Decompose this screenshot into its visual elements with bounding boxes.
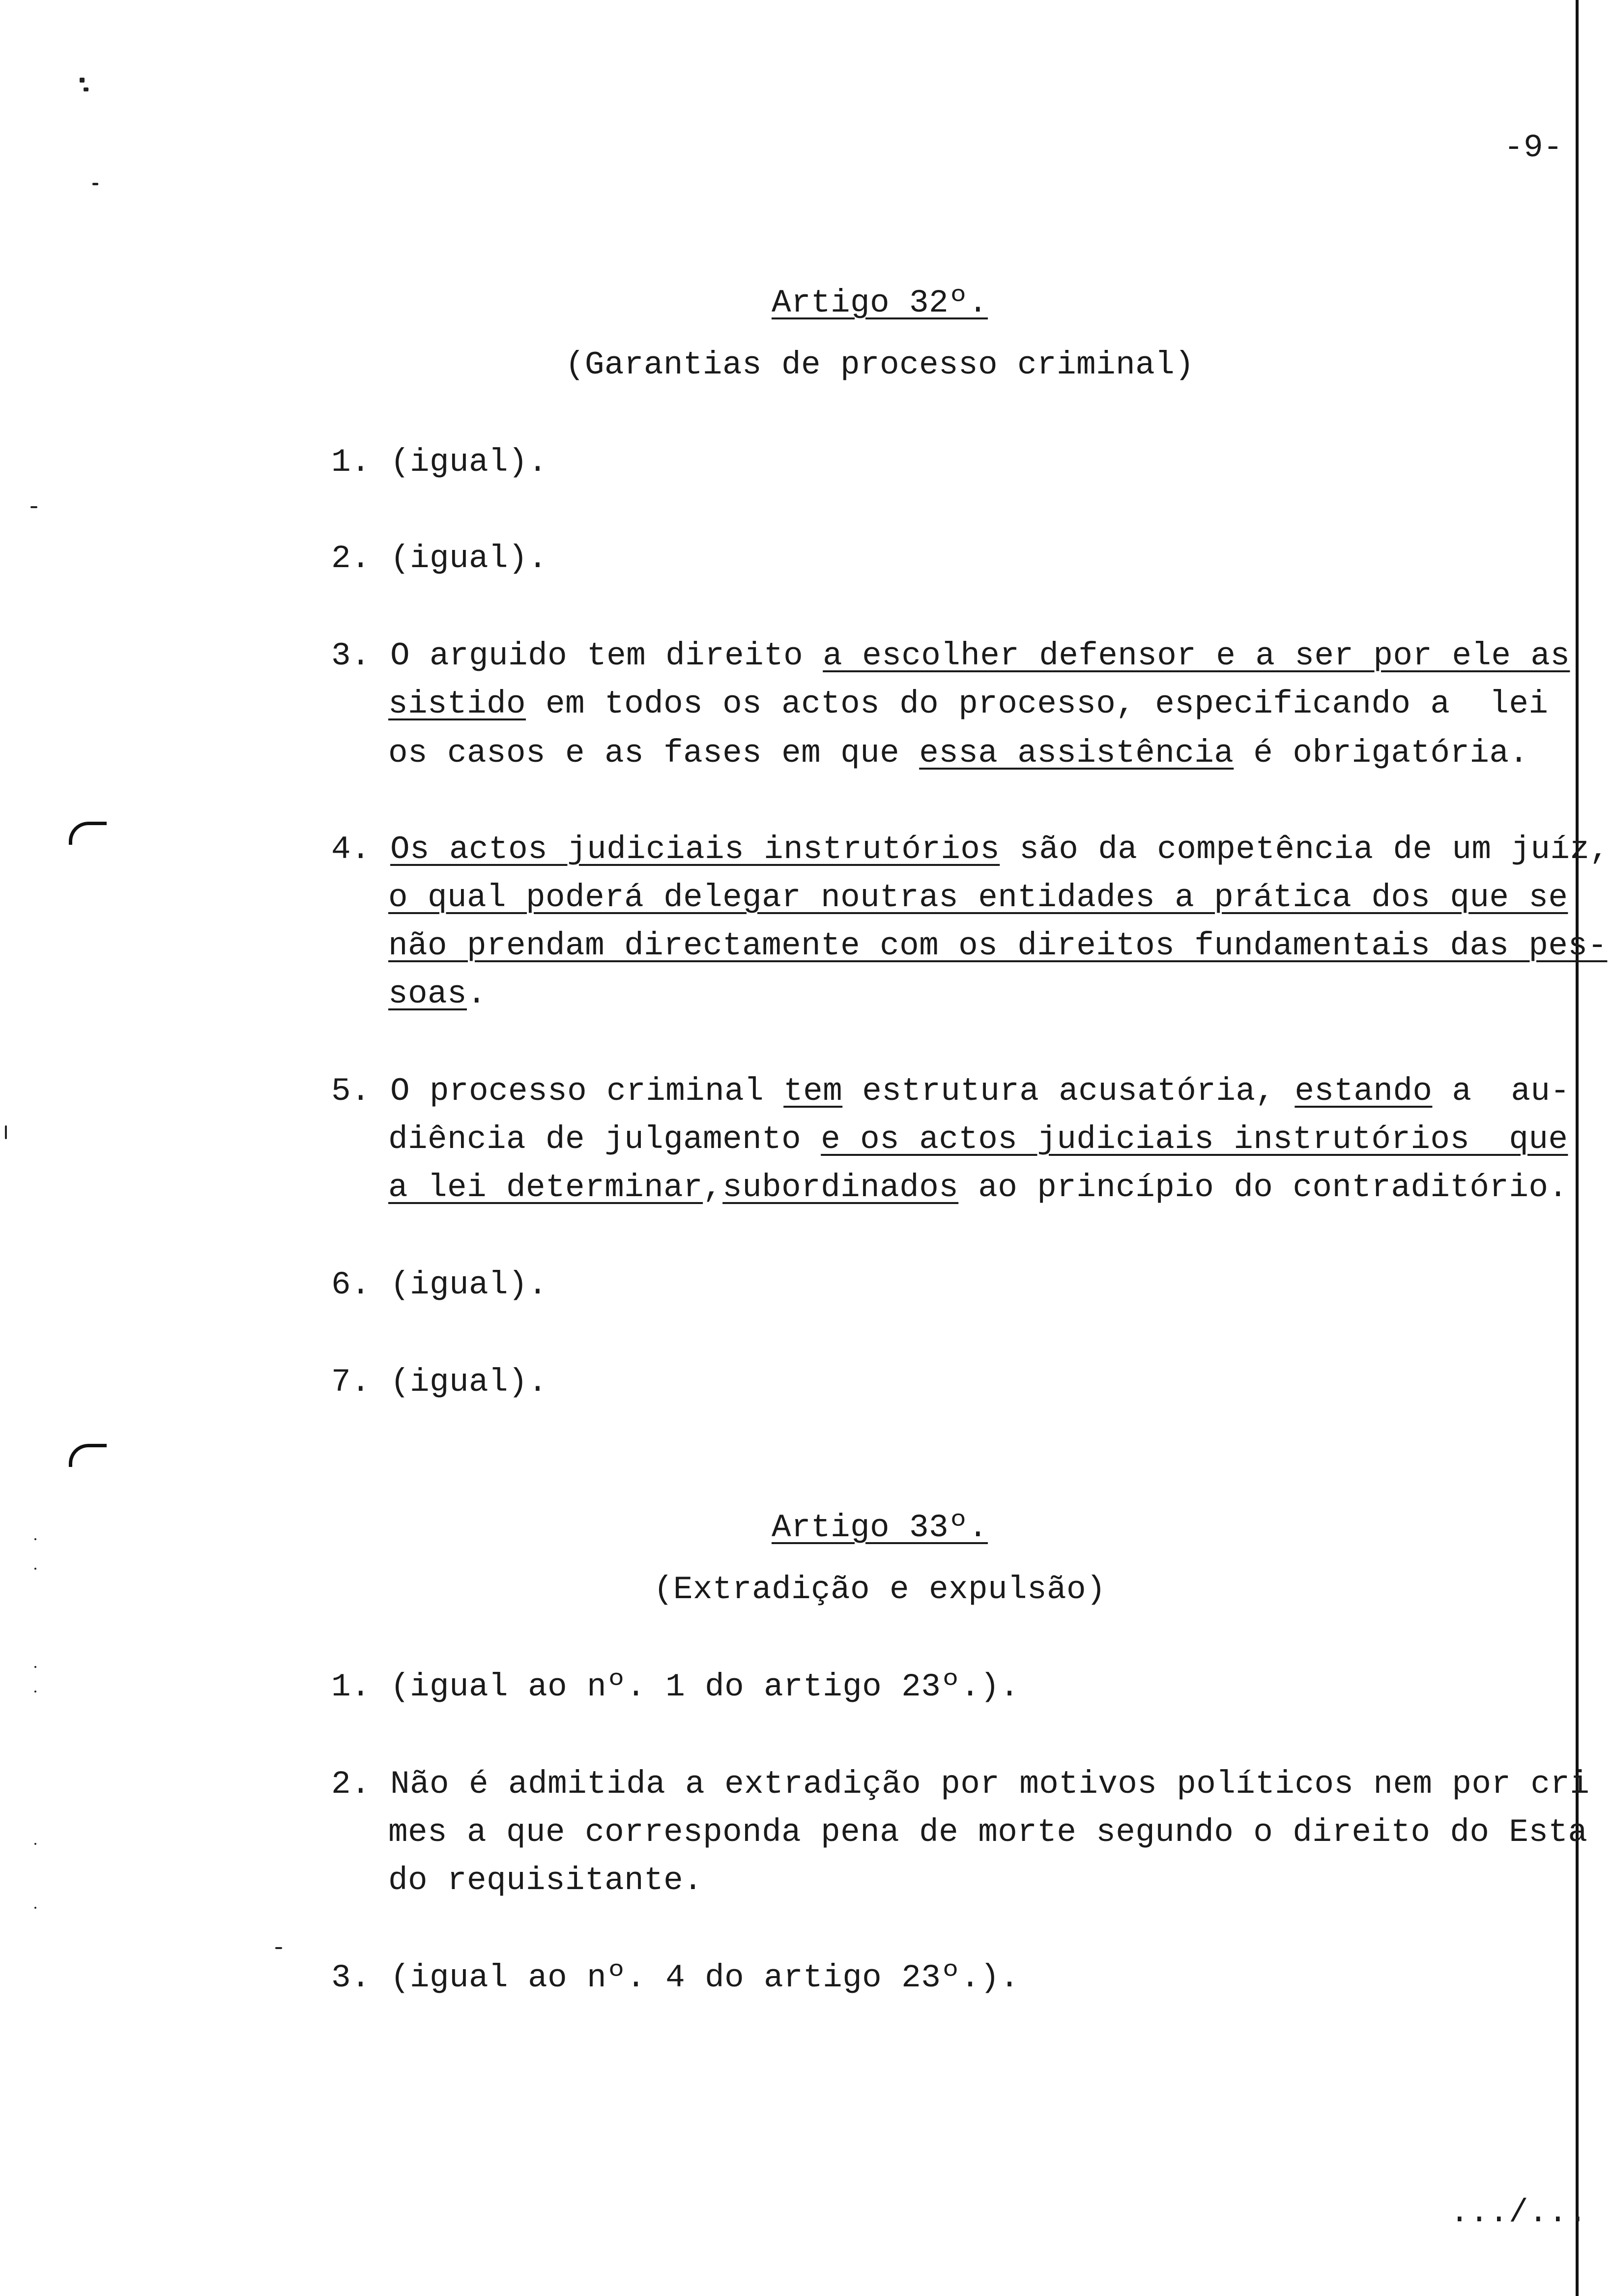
punch-hole-mark [69, 1444, 107, 1467]
text-span: diência de julgamento [388, 1121, 821, 1158]
list-item [331, 833, 1609, 866]
margin-mark [34, 1907, 36, 1909]
list-item-line: mes a que corresponda pena de morte segundo o direito do Esta [388, 1814, 1588, 1851]
text-span: 5. O processo criminal [331, 1073, 784, 1110]
underlined-text: tem [783, 1073, 843, 1110]
list-item: 6. (igual). [331, 1266, 548, 1303]
article-heading: Artigo 33º. [771, 1509, 988, 1546]
page-edge-rule [1576, 0, 1579, 2296]
underlined-text: e os actos judiciais instrutórios que [821, 1121, 1568, 1158]
list-item: 2. Não é admitida a extradição por motivos políticos nem por cri [331, 1766, 1590, 1803]
margin-mark [84, 87, 88, 91]
punch-hole-mark [69, 822, 107, 845]
text-span: 3. O arguido tem direito [331, 637, 823, 674]
margin-mark [34, 1843, 36, 1845]
text-span: , [703, 1169, 723, 1206]
margin-mark [34, 1691, 36, 1693]
text-span: ao princípio do contraditório. [958, 1169, 1568, 1206]
text-span: os casos e as fases em que [388, 735, 920, 772]
list-item-line [388, 737, 1528, 770]
article-subtitle: (Garantias de processo criminal) [565, 346, 1195, 383]
list-item [331, 637, 1570, 674]
margin-mark [34, 1568, 36, 1570]
list-item: 2. (igual). [331, 540, 548, 577]
margin-mark [5, 1125, 7, 1139]
text-span: a au- [1432, 1073, 1570, 1110]
list-item: 7. (igual). [331, 1364, 548, 1401]
list-item-line [388, 688, 1548, 720]
list-item-line [388, 978, 487, 1010]
text-span: 4. [331, 831, 391, 868]
list-item: 1. (igual). [331, 444, 548, 481]
text-span: . [467, 976, 487, 1012]
text-span: estrutura acusatória, [842, 1073, 1295, 1110]
underlined-text: a escolher defensor e a ser por ele as [823, 637, 1570, 674]
margin-mark [92, 183, 98, 185]
page-number: -9- [1504, 129, 1563, 166]
underlined-text: a lei determinar [388, 1169, 703, 1206]
list-item-line: do requisitante. [388, 1862, 703, 1899]
list-item-line [388, 1123, 1568, 1156]
list-item-line [388, 1169, 1568, 1206]
underlined-text: estando [1295, 1073, 1433, 1110]
margin-mark [34, 1538, 36, 1540]
margin-mark [80, 78, 85, 83]
list-item: 1. (igual ao nº. 1 do artigo 23º.). [331, 1668, 1020, 1705]
article-heading: Artigo 32º. [771, 285, 988, 321]
list-item-line: não prendam directamente com os direitos fundamentais das pes- [388, 927, 1608, 964]
underlined-text: Os actos judiciais instrutórios [390, 831, 1000, 868]
text-span: em todos os actos do processo, especificando a lei [526, 686, 1549, 722]
margin-mark [275, 1947, 282, 1949]
text-span: são da competência de um juíz, [1000, 831, 1610, 868]
list-item [331, 1075, 1570, 1108]
margin-mark [30, 506, 37, 508]
underlined-text: essa assistência [919, 735, 1234, 772]
article-subtitle: (Extradição e expulsão) [653, 1571, 1106, 1608]
underlined-text: subordinados [722, 1169, 959, 1206]
underlined-text: soas [388, 976, 467, 1012]
text-span: é obrigatória. [1234, 735, 1529, 772]
margin-mark [34, 1666, 36, 1668]
continuation-mark: .../... [1450, 2194, 1588, 2231]
underlined-text: sistido [388, 686, 526, 722]
list-item-line: o qual poderá delegar noutras entidades a prática dos que se [388, 879, 1568, 916]
list-item: 3. (igual ao nº. 4 do artigo 23º.). [331, 1959, 1020, 1996]
